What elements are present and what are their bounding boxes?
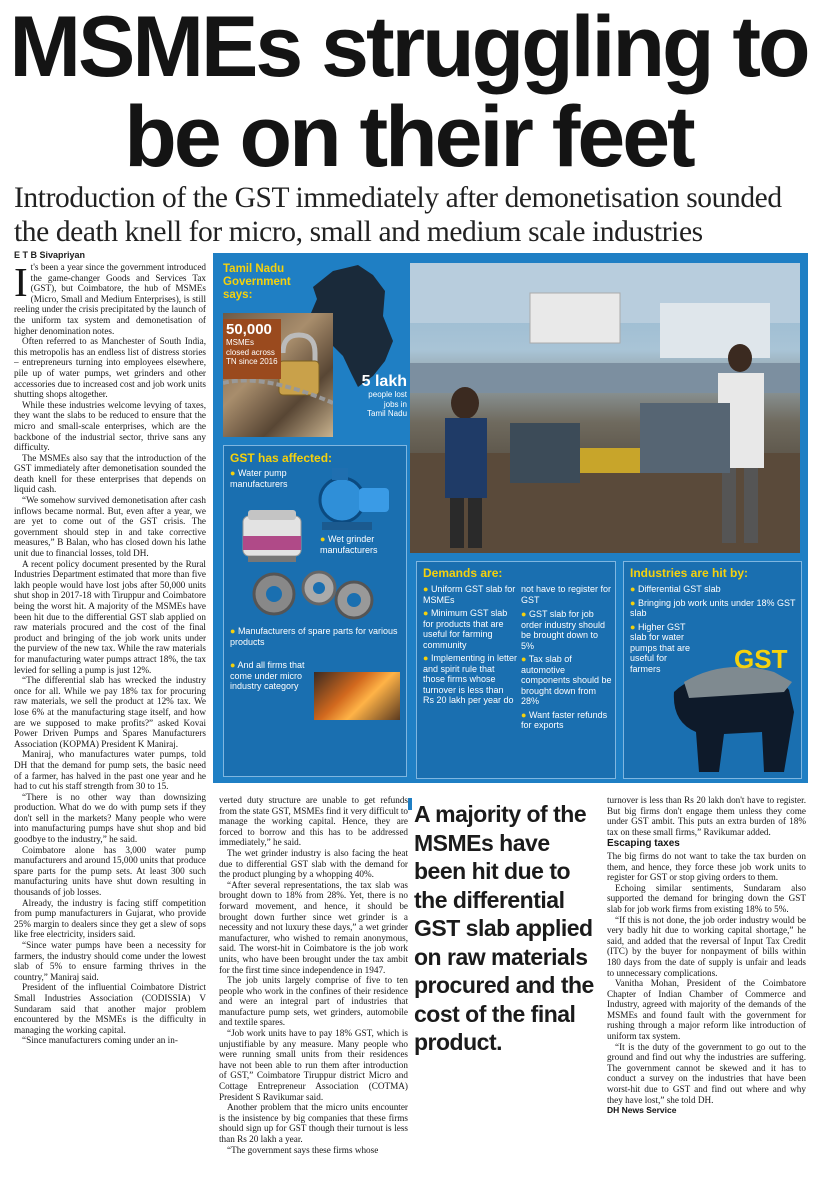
paragraph: Echoing similar sentiments, Sundaram also supported the demand for bringing down the GST slab for job work firms from existing 18% to 5%.	[607, 882, 806, 914]
drop-cap: I	[14, 262, 28, 305]
hit-item: ● Bringing job work units under 18% GST slab	[630, 597, 796, 618]
demands-header: Demands are:	[423, 566, 503, 580]
paragraph: President of the influential Coimbatore District Small Industries Association (CODISSIA) V Sundaram said that another major problem encountered by the MSMEs is the difficulty in managing the working capital.	[14, 982, 206, 1035]
paragraph: verted duty structure are unable to get refunds from the state GST, MSMEs find it very difficult to manage the working capital. Hence, they are forced to borrow and this has to be addressed immediately,” he said.	[219, 795, 408, 848]
headline-line-1: MSMEs struggling to	[9, 0, 808, 95]
hit-item: ● Higher GST slab for water pumps that are useful for farmers	[630, 621, 691, 674]
tn-header: Tamil Nadu Government says:	[223, 263, 291, 301]
tn-panel	[217, 257, 407, 437]
stat-box-jobs	[337, 373, 407, 419]
pullquote: A majority of the MSMEs have been hit due to the differential GST slab applied on raw materials procured and the cost of the final product.	[414, 801, 594, 1055]
paragraph: While these industries welcome levying of taxes, they want the slabs to be reduced to ensure that the micro and small-scale enterprises, which are the backbone of the industrial sector, thrive sans any difficulty.	[14, 399, 206, 453]
affected-item: ● Water pump manufacturers	[230, 468, 288, 489]
article-column-2	[219, 795, 408, 1195]
infographic	[213, 253, 808, 783]
paragraph: “Since water pumps have been a necessity for farmers, the industry should come under the lowest slab of 5% to ensure farming thrives in the country,” Maniraj said.	[14, 940, 206, 982]
industries-hit-panel	[623, 561, 802, 779]
pullquote-bar	[408, 798, 412, 810]
paragraph: “It is the duty of the government to go out to the ground and find out why the industries are suffering. The government cannot be skewed and it has to conduct a survey on the industries that have been worst-hit due to GST and find out where and why they have lost,” she told DH.	[607, 1041, 806, 1105]
demand-item: ● Tax slab of automotive components should be brought down from 28%	[521, 654, 612, 706]
demands-panel	[416, 561, 616, 779]
paragraph: turnover is less than Rs 20 lakh don't have to register. But big firms don't engage them unless they come under GST ambit. This puts an extra burden of 18% tax on these small firms,” Ravikumar added.	[607, 795, 806, 837]
paragraph: Often referred to as Manchester of South India, this metropolis has an endless list of distress stories – entrepreneurs turning into employees elsewhere, pile up of water pumps, wet grinders and other accessories due to increased cost and job work units shutting shops altogether.	[14, 336, 206, 400]
paragraph: The job units largely comprise of five to ten people who work in the confines of their residence and were an integral part of industries that manufacture pump sets, wet grinders, automobile and textile spares.	[219, 975, 408, 1028]
paragraph: The MSMEs also say that the introduction of the GST immediately after demonetisation sounded the death knell for these enterprises that depends on liquid cash.	[14, 452, 206, 495]
spare-parts-icon	[244, 566, 384, 622]
subhead-line-2: the death knell for micro, small and medium scale industries	[14, 216, 703, 248]
hit-header: Industries are hit by:	[630, 566, 749, 580]
paragraph: “Job work units have to pay 18% GST, which is unjustifiable by any measure. Many people who were running small units from their residences have not been able to run them after introduction of GST,” Coimbatore Tiruppur district Micro and Cottage Entrepreneur Association (COTMA) President S Ravikumar said.	[219, 1028, 408, 1102]
water-pump-icon	[314, 466, 394, 534]
headline	[0, 0, 817, 185]
paragraph: A recent policy document presented by the Rural Industries Department estimated that more than five lakh people would have lost jobs after 50,000 units shut shop in 2017-18 with Tiruppur and Coimbatore being the worst hit. A majority of the MSMEs have been hit due to the differential GST slab applied on raw materials procured and the cost of the final product and bringing of the job work units under the purview of the new tax. While the raw materials for manufacturing water pumps attract 18%, the tax levied for selling a pump is just 12%.	[14, 558, 206, 675]
subheadline	[14, 181, 809, 249]
demand-item: ● GST slab for job order industry should be brought down to 5%	[521, 609, 606, 651]
article-column-1	[14, 262, 206, 1197]
factory-photo	[410, 263, 800, 553]
stat1-number: 50,000	[226, 321, 272, 338]
paragraph: t's been a year since the government introduced the game-changer Goods and Services Tax (GST), but Coimbatore, the hub of MSMEs (Micro, Small and Medium Enterprises), is still reeling under the crisis precipitated by the launch of the uniform tax system and demonetisation of higher denomination notes.	[14, 262, 206, 336]
article-column-4	[607, 795, 806, 1195]
affected-item: ● Wet grinder manufacturers	[320, 534, 378, 555]
affected-item: ● And all firms that come under micro industry category	[230, 660, 305, 691]
stat2-number: 5 lakh	[361, 373, 407, 390]
paragraph: “If this is not done, the job order industry would be very badly hit due to working capital shortage,” he said, and added that the reversal of Input Tax Credit (ITC) by the buyer for nonpayment of bills within 180 days from the date of supply is unfair and leads to unnecessary complications.	[607, 914, 806, 978]
paragraph: Already, the industry is facing stiff competition from pump manufacturers in Gujarat, who provide 25% margin to dealers since they get a slew of sops like free electricity, insiders said.	[14, 897, 206, 940]
demand-item: ● Want faster refunds for exports	[521, 709, 608, 730]
demands-left-list	[423, 584, 517, 706]
paragraph: Another problem that the micro units encounter is the insistence by big companies that these firms should sign up for GST though their turnout is less than Rs 20 lakh a year.	[219, 1102, 408, 1144]
paragraph: “The government says these firms whose	[227, 1144, 379, 1155]
paragraph: “The differential slab has wrecked the industry once for all. While we pay 18% tax for procuring raw materials, we sell the product at 12% tax. We lose 6% at the manufacturing stage itself, and how are we supposed to make profits?” asked Kovai Power Driven Pumps and Spares Manufacturers Association (KOPMA) President K Maniraj.	[14, 675, 206, 749]
paragraph: “There is no other way than downsizing production. What do we do with pump sets if they don't sell in the markets? Many people who were into manufacturing pumps have shut shop and bid goodbye to the industry,” he said.	[14, 791, 206, 845]
paragraph: “Since manufacturers coming under an in-	[22, 1035, 178, 1046]
paragraph: Vanitha Mohan, President of the Coimbatore Chapter of Indian Chamber of Commerce and Industry, agreed with majority of the demands of the MSMEs and found fault with the government for rushing through a major reform like introduction of uniform tax system.	[607, 978, 806, 1042]
paragraph: Maniraj, who manufactures water pumps, told DH that the demand for pump sets, the basic need of a farmer, has halved in the past one year and he had to cut his staff strength from 30 to 15.	[14, 749, 206, 792]
paragraph: The wet grinder industry is also facing the heat due to differential GST slab with the demand for the product plunging by a whopping 40%.	[219, 847, 408, 880]
wet-grinder-icon	[238, 506, 308, 566]
stat2-text: people lost jobs in Tamil Nadu	[367, 390, 407, 418]
paragraph: Coimbatore alone has 3,000 water pump manufacturers and around 15,000 units that produce spare parts for the pump sets. At least 300 such manufacturing units have shut down resulting in thousands of job losses.	[14, 844, 206, 898]
demand-item: ● Uniform GST slab for MSMEs	[423, 584, 516, 605]
stat-box-msmes	[223, 319, 281, 379]
demand-item: ● Implementing in letter and spirit rule that those firms whose turnover is less than Rs 20 lakh per year do	[423, 653, 517, 705]
hit-item: ● Differential GST slab	[630, 584, 721, 594]
news-service-credit: DH News Service	[607, 1105, 677, 1116]
subhead-line-1: Introduction of the GST immediately after demonetisation sounded	[14, 182, 782, 214]
demand-continued: not have to register for GST	[521, 584, 612, 605]
demand-item: ● Minimum GST slab for products that are useful for farming community	[423, 608, 508, 650]
paragraph: “After several representations, the tax slab was brought down to 18% from 28%. Yet, there is no forward movement, and hence, it should be brought down further since wet grinder is a necessity and not luxury these days,” a wet grinder manufacturer, who wished to remain anonymous, said. The worst-hit in Coimbatore is the job work units, who have been brought under the tax ambit for the first time since independence in 1947.	[219, 879, 408, 975]
stat1-text: MSMEs closed across TN since 2016	[226, 338, 278, 366]
gst-label: GST	[734, 644, 788, 674]
affected-panel	[223, 445, 407, 777]
affected-item: ● Manufacturers of spare parts for various products	[230, 626, 398, 647]
factory-workers-image	[410, 263, 800, 553]
byline: E T B Sivapriyan	[14, 250, 86, 260]
section-heading: Escaping taxes	[607, 838, 680, 850]
paragraph: “We somehow survived demonetisation after cash inflows became normal. But, even after a year, we are yet to come out of the GST crisis. The government should step in and take corrective measures,” B Balan, who has closed down his lathe unit due to financial losses, told DH.	[14, 495, 206, 559]
welding-photo	[314, 672, 400, 720]
paragraph: The big firms do not want to take the tax burden on them, and hence, they force these job work units to register for GST or stop giving orders to them.	[607, 850, 806, 883]
demands-right-list	[521, 584, 613, 731]
headline-line-2: be on their feet	[124, 89, 693, 185]
affected-header: GST has affected:	[230, 451, 333, 465]
